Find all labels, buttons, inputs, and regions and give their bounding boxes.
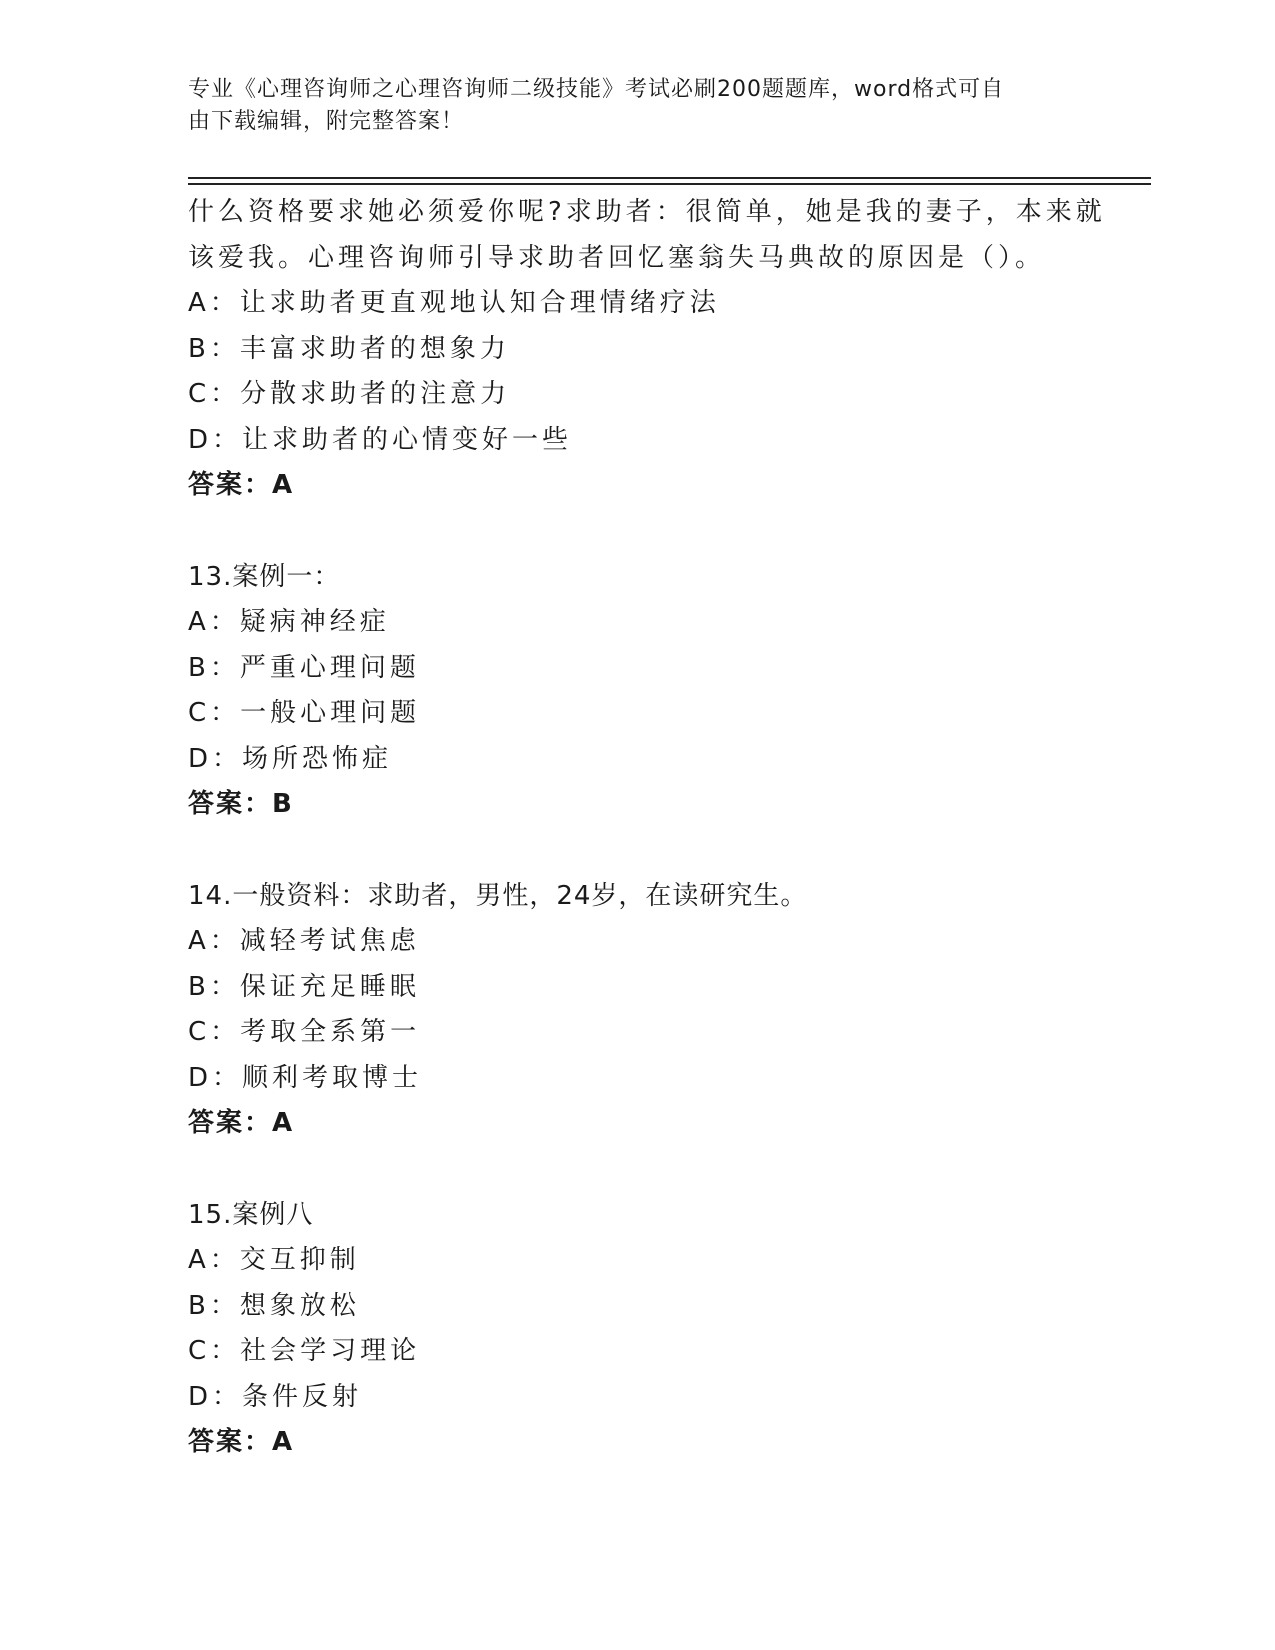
option-d: D：场所恐怖症 xyxy=(188,743,393,774)
option-a: A：减轻考试焦虑 xyxy=(188,926,420,956)
question-14 xyxy=(188,874,1088,1147)
option-b: B：严重心理问题 xyxy=(188,652,420,683)
header-line-1: 专业《心理咨询师之心理咨询师二级技能》考试必刷200题题库，word格式可自 xyxy=(188,77,1005,102)
option-d: D：顺利考取博士 xyxy=(188,1062,423,1093)
answer: 答案：A xyxy=(188,470,295,500)
header-rule-bottom xyxy=(188,183,1151,185)
option-a: A：交互抑制 xyxy=(188,1245,360,1275)
option-d: D：条件反射 xyxy=(188,1381,363,1412)
option-d: D：让求助者的心情变好一些 xyxy=(188,424,573,455)
option-c: C：考取全系第一 xyxy=(188,1017,421,1047)
question-list xyxy=(188,190,1106,1466)
document-header xyxy=(188,74,1068,138)
question-stem-line: 该爱我。心理咨询师引导求助者回忆塞翁失马典故的原因是（）。 xyxy=(188,242,1046,273)
option-c: C：分散求助者的注意力 xyxy=(188,379,511,409)
option-a: A：疑病神经症 xyxy=(188,607,390,637)
question-13 xyxy=(188,555,1088,828)
question-15 xyxy=(188,1193,1088,1466)
spacer xyxy=(188,828,1088,874)
question-stem: 13.案例一： xyxy=(188,561,341,592)
question-continued xyxy=(188,190,1106,509)
question-stem-line: 什么资格要求她必须爱你呢?求助者：很简单，她是我的妻子，本来就 xyxy=(188,197,1106,227)
option-b: B：想象放松 xyxy=(188,1290,360,1321)
option-c: C：一般心理问题 xyxy=(188,698,421,728)
answer: 答案：A xyxy=(188,1108,295,1138)
answer: 答案：A xyxy=(188,1427,295,1457)
option-b: B：丰富求助者的想象力 xyxy=(188,333,510,364)
option-b: B：保证充足睡眠 xyxy=(188,971,420,1002)
question-stem: 15.案例八 xyxy=(188,1199,314,1230)
header-line-2: 由下载编辑，附完整答案！ xyxy=(188,109,465,134)
question-stem: 14.一般资料：求助者，男性，24岁，在读研究生。 xyxy=(188,880,808,911)
option-c: C：社会学习理论 xyxy=(188,1336,421,1366)
option-a: A：让求助者更直观地认知合理情绪疗法 xyxy=(188,288,720,318)
spacer xyxy=(188,1147,1088,1193)
answer: 答案：B xyxy=(188,789,294,819)
header-rule-top xyxy=(188,177,1151,179)
spacer xyxy=(188,509,1088,555)
